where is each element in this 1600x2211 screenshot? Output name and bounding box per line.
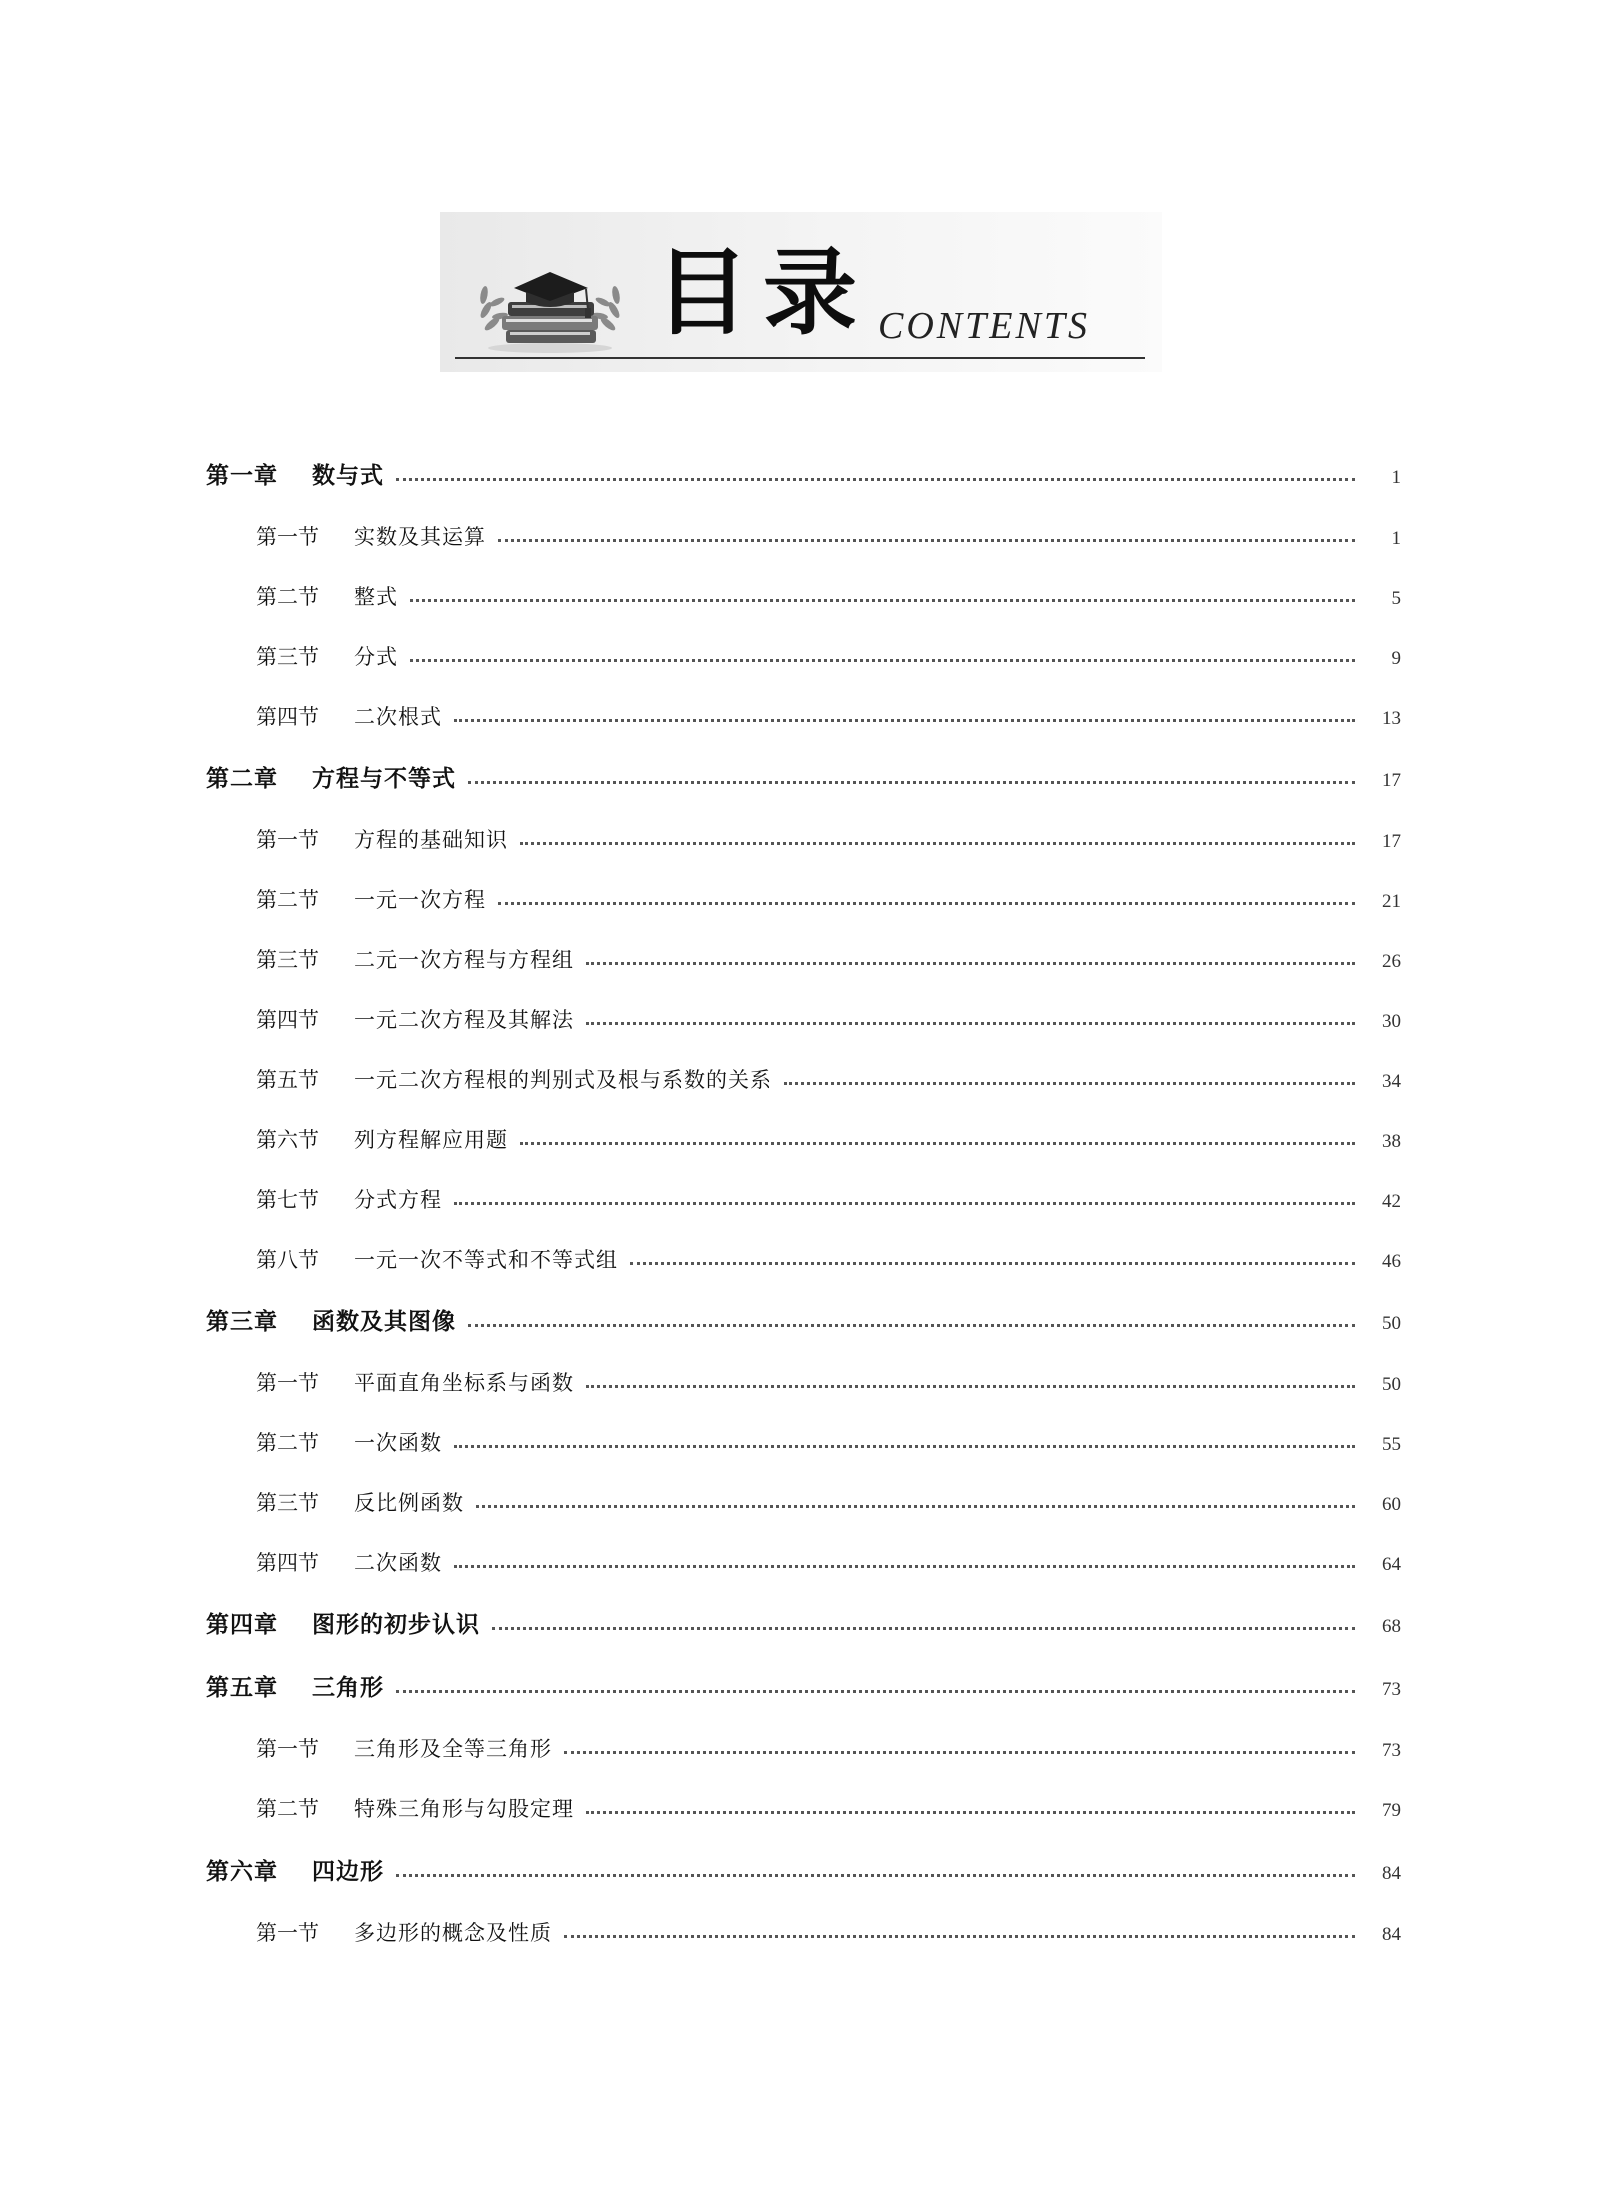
toc-entry-title: 一元一次方程 [354, 888, 486, 912]
toc-chapter-entry[interactable] [206, 1668, 1401, 1708]
page-subtitle: CONTENTS [878, 305, 1090, 347]
toc-entry-title: 三角形及全等三角形 [354, 1737, 552, 1761]
toc-page-number: 13 [1382, 708, 1401, 729]
dot-leader [396, 478, 1355, 481]
toc-page-number: 60 [1382, 1494, 1401, 1515]
dot-leader [454, 1565, 1355, 1568]
toc-section-entry[interactable] [256, 1423, 1401, 1463]
toc-chapter-entry[interactable] [206, 456, 1401, 496]
toc-chapter-entry[interactable] [206, 759, 1401, 799]
toc-section-entry[interactable] [256, 1000, 1401, 1040]
toc-page-number: 50 [1382, 1313, 1401, 1334]
dot-leader [454, 719, 1355, 722]
toc-entry-number: 第三节 [256, 1491, 319, 1515]
toc-page-number: 84 [1382, 1924, 1401, 1945]
toc-entry-title: 方程的基础知识 [354, 828, 508, 852]
toc-page-number: 38 [1382, 1131, 1401, 1152]
toc-entry-title: 实数及其运算 [354, 525, 486, 549]
toc-entry-number: 第四节 [256, 1551, 319, 1575]
toc-section-entry[interactable] [256, 1789, 1401, 1829]
toc-section-entry[interactable] [256, 577, 1401, 617]
toc-entry-title: 图形的初步认识 [312, 1612, 480, 1638]
toc-entry-title: 反比例函数 [354, 1491, 464, 1515]
toc-page-number: 79 [1382, 1800, 1401, 1821]
toc-entry-title: 一元一次不等式和不等式组 [354, 1248, 618, 1272]
toc-entry-title: 方程与不等式 [312, 766, 456, 792]
toc-entry-number: 第二节 [256, 585, 319, 609]
toc-entry-number: 第三章 [206, 1309, 278, 1335]
toc-page-number: 73 [1382, 1740, 1401, 1761]
toc-entry-title: 三角形 [312, 1675, 384, 1701]
toc-chapter-entry[interactable] [206, 1302, 1401, 1342]
dot-leader [454, 1445, 1355, 1448]
toc-entry-number: 第一节 [256, 1371, 319, 1395]
dot-leader [498, 902, 1355, 905]
toc-entry-number: 第一节 [256, 1737, 319, 1761]
toc-page-number: 17 [1382, 831, 1401, 852]
toc-section-entry[interactable] [256, 1363, 1401, 1403]
toc-entry-number: 第四节 [256, 705, 319, 729]
toc-section-entry[interactable] [256, 1913, 1401, 1953]
toc-entry-title: 多边形的概念及性质 [354, 1921, 552, 1945]
toc-chapter-entry[interactable] [206, 1852, 1401, 1892]
dot-leader [564, 1751, 1355, 1754]
toc-entry-title: 函数及其图像 [312, 1309, 456, 1335]
toc-section-entry[interactable] [256, 1180, 1401, 1220]
toc-entry-title: 数与式 [312, 463, 384, 489]
dot-leader [468, 1324, 1355, 1327]
dot-leader [498, 539, 1355, 542]
toc-entry-number: 第一章 [206, 463, 278, 489]
dot-leader [564, 1935, 1355, 1938]
dot-leader [492, 1627, 1355, 1630]
toc-entry-title: 二次函数 [354, 1551, 442, 1575]
toc-page-number: 68 [1382, 1616, 1401, 1637]
toc-entry-title: 四边形 [312, 1859, 384, 1885]
dot-leader [586, 962, 1355, 965]
toc-section-entry[interactable] [256, 697, 1401, 737]
toc-entry-title: 特殊三角形与勾股定理 [354, 1797, 574, 1821]
dot-leader [520, 1142, 1355, 1145]
toc-page-number: 1 [1391, 528, 1401, 549]
toc-entry-title: 二元一次方程与方程组 [354, 948, 574, 972]
toc-entry-number: 第三节 [256, 645, 319, 669]
toc-section-entry[interactable] [256, 517, 1401, 557]
toc-entry-number: 第二节 [256, 1797, 319, 1821]
toc-entry-title: 一次函数 [354, 1431, 442, 1455]
toc-section-entry[interactable] [256, 1483, 1401, 1523]
toc-entry-title: 二次根式 [354, 705, 442, 729]
toc-page-number: 42 [1382, 1191, 1401, 1212]
toc-entry-number: 第一节 [256, 525, 319, 549]
toc-page-number: 46 [1382, 1251, 1401, 1272]
toc-entry-number: 第八节 [256, 1248, 319, 1272]
toc-section-entry[interactable] [256, 880, 1401, 920]
dot-leader [396, 1874, 1355, 1877]
page-title: 目录 [655, 238, 872, 348]
toc-page-number: 50 [1382, 1374, 1401, 1395]
toc-entry-number: 第六节 [256, 1128, 319, 1152]
toc-entry-title: 列方程解应用题 [354, 1128, 508, 1152]
toc-entry-number: 第二节 [256, 888, 319, 912]
toc-entry-number: 第五章 [206, 1675, 278, 1701]
dot-leader [784, 1082, 1355, 1085]
toc-page-number: 55 [1382, 1434, 1401, 1455]
toc-page-number: 34 [1382, 1071, 1401, 1092]
toc-page-number: 17 [1382, 770, 1401, 791]
dot-leader [396, 1690, 1355, 1693]
toc-entry-number: 第五节 [256, 1068, 319, 1092]
toc-entry-number: 第三节 [256, 948, 319, 972]
toc-section-entry[interactable] [256, 1729, 1401, 1769]
toc-entry-title: 一元二次方程根的判别式及根与系数的关系 [354, 1068, 772, 1092]
dot-leader [476, 1505, 1355, 1508]
toc-page-number: 26 [1382, 951, 1401, 972]
toc-section-entry[interactable] [256, 1543, 1401, 1583]
dot-leader [586, 1385, 1355, 1388]
toc-section-entry[interactable] [256, 1240, 1401, 1280]
toc-page-number: 21 [1382, 891, 1401, 912]
toc-entry-number: 第二章 [206, 766, 278, 792]
toc-entry-number: 第四章 [206, 1612, 278, 1638]
toc-page-number: 64 [1382, 1554, 1401, 1575]
dot-leader [410, 659, 1355, 662]
dot-leader [586, 1022, 1355, 1025]
toc-entry-title: 分式方程 [354, 1188, 442, 1212]
toc-page-number: 1 [1391, 467, 1401, 488]
dot-leader [520, 842, 1355, 845]
toc-entry-title: 一元二次方程及其解法 [354, 1008, 574, 1032]
toc-chapter-entry[interactable] [206, 1605, 1401, 1645]
toc-entry-title: 分式 [354, 645, 398, 669]
toc-section-entry[interactable] [256, 940, 1401, 980]
toc-entry-number: 第一节 [256, 828, 319, 852]
toc-section-entry[interactable] [256, 820, 1401, 860]
toc-entry-number: 第二节 [256, 1431, 319, 1455]
toc-entry-number: 第四节 [256, 1008, 319, 1032]
toc-entry-number: 第一节 [256, 1921, 319, 1945]
toc-section-entry[interactable] [256, 1060, 1401, 1100]
toc-page-number: 84 [1382, 1863, 1401, 1884]
toc-section-entry[interactable] [256, 1120, 1401, 1160]
dot-leader [454, 1202, 1355, 1205]
dot-leader [468, 781, 1355, 784]
toc-page-number: 5 [1391, 588, 1401, 609]
dot-leader [586, 1811, 1355, 1814]
dot-leader [630, 1262, 1355, 1265]
toc-entry-title: 平面直角坐标系与函数 [354, 1371, 574, 1395]
toc-page-number: 30 [1382, 1011, 1401, 1032]
toc-entry-number: 第七节 [256, 1188, 319, 1212]
toc-page-number: 73 [1382, 1679, 1401, 1700]
toc-section-entry[interactable] [256, 637, 1401, 677]
toc-entry-number: 第六章 [206, 1859, 278, 1885]
toc-page-number: 9 [1391, 648, 1401, 669]
dot-leader [410, 599, 1355, 602]
toc-entry-title: 整式 [354, 585, 398, 609]
